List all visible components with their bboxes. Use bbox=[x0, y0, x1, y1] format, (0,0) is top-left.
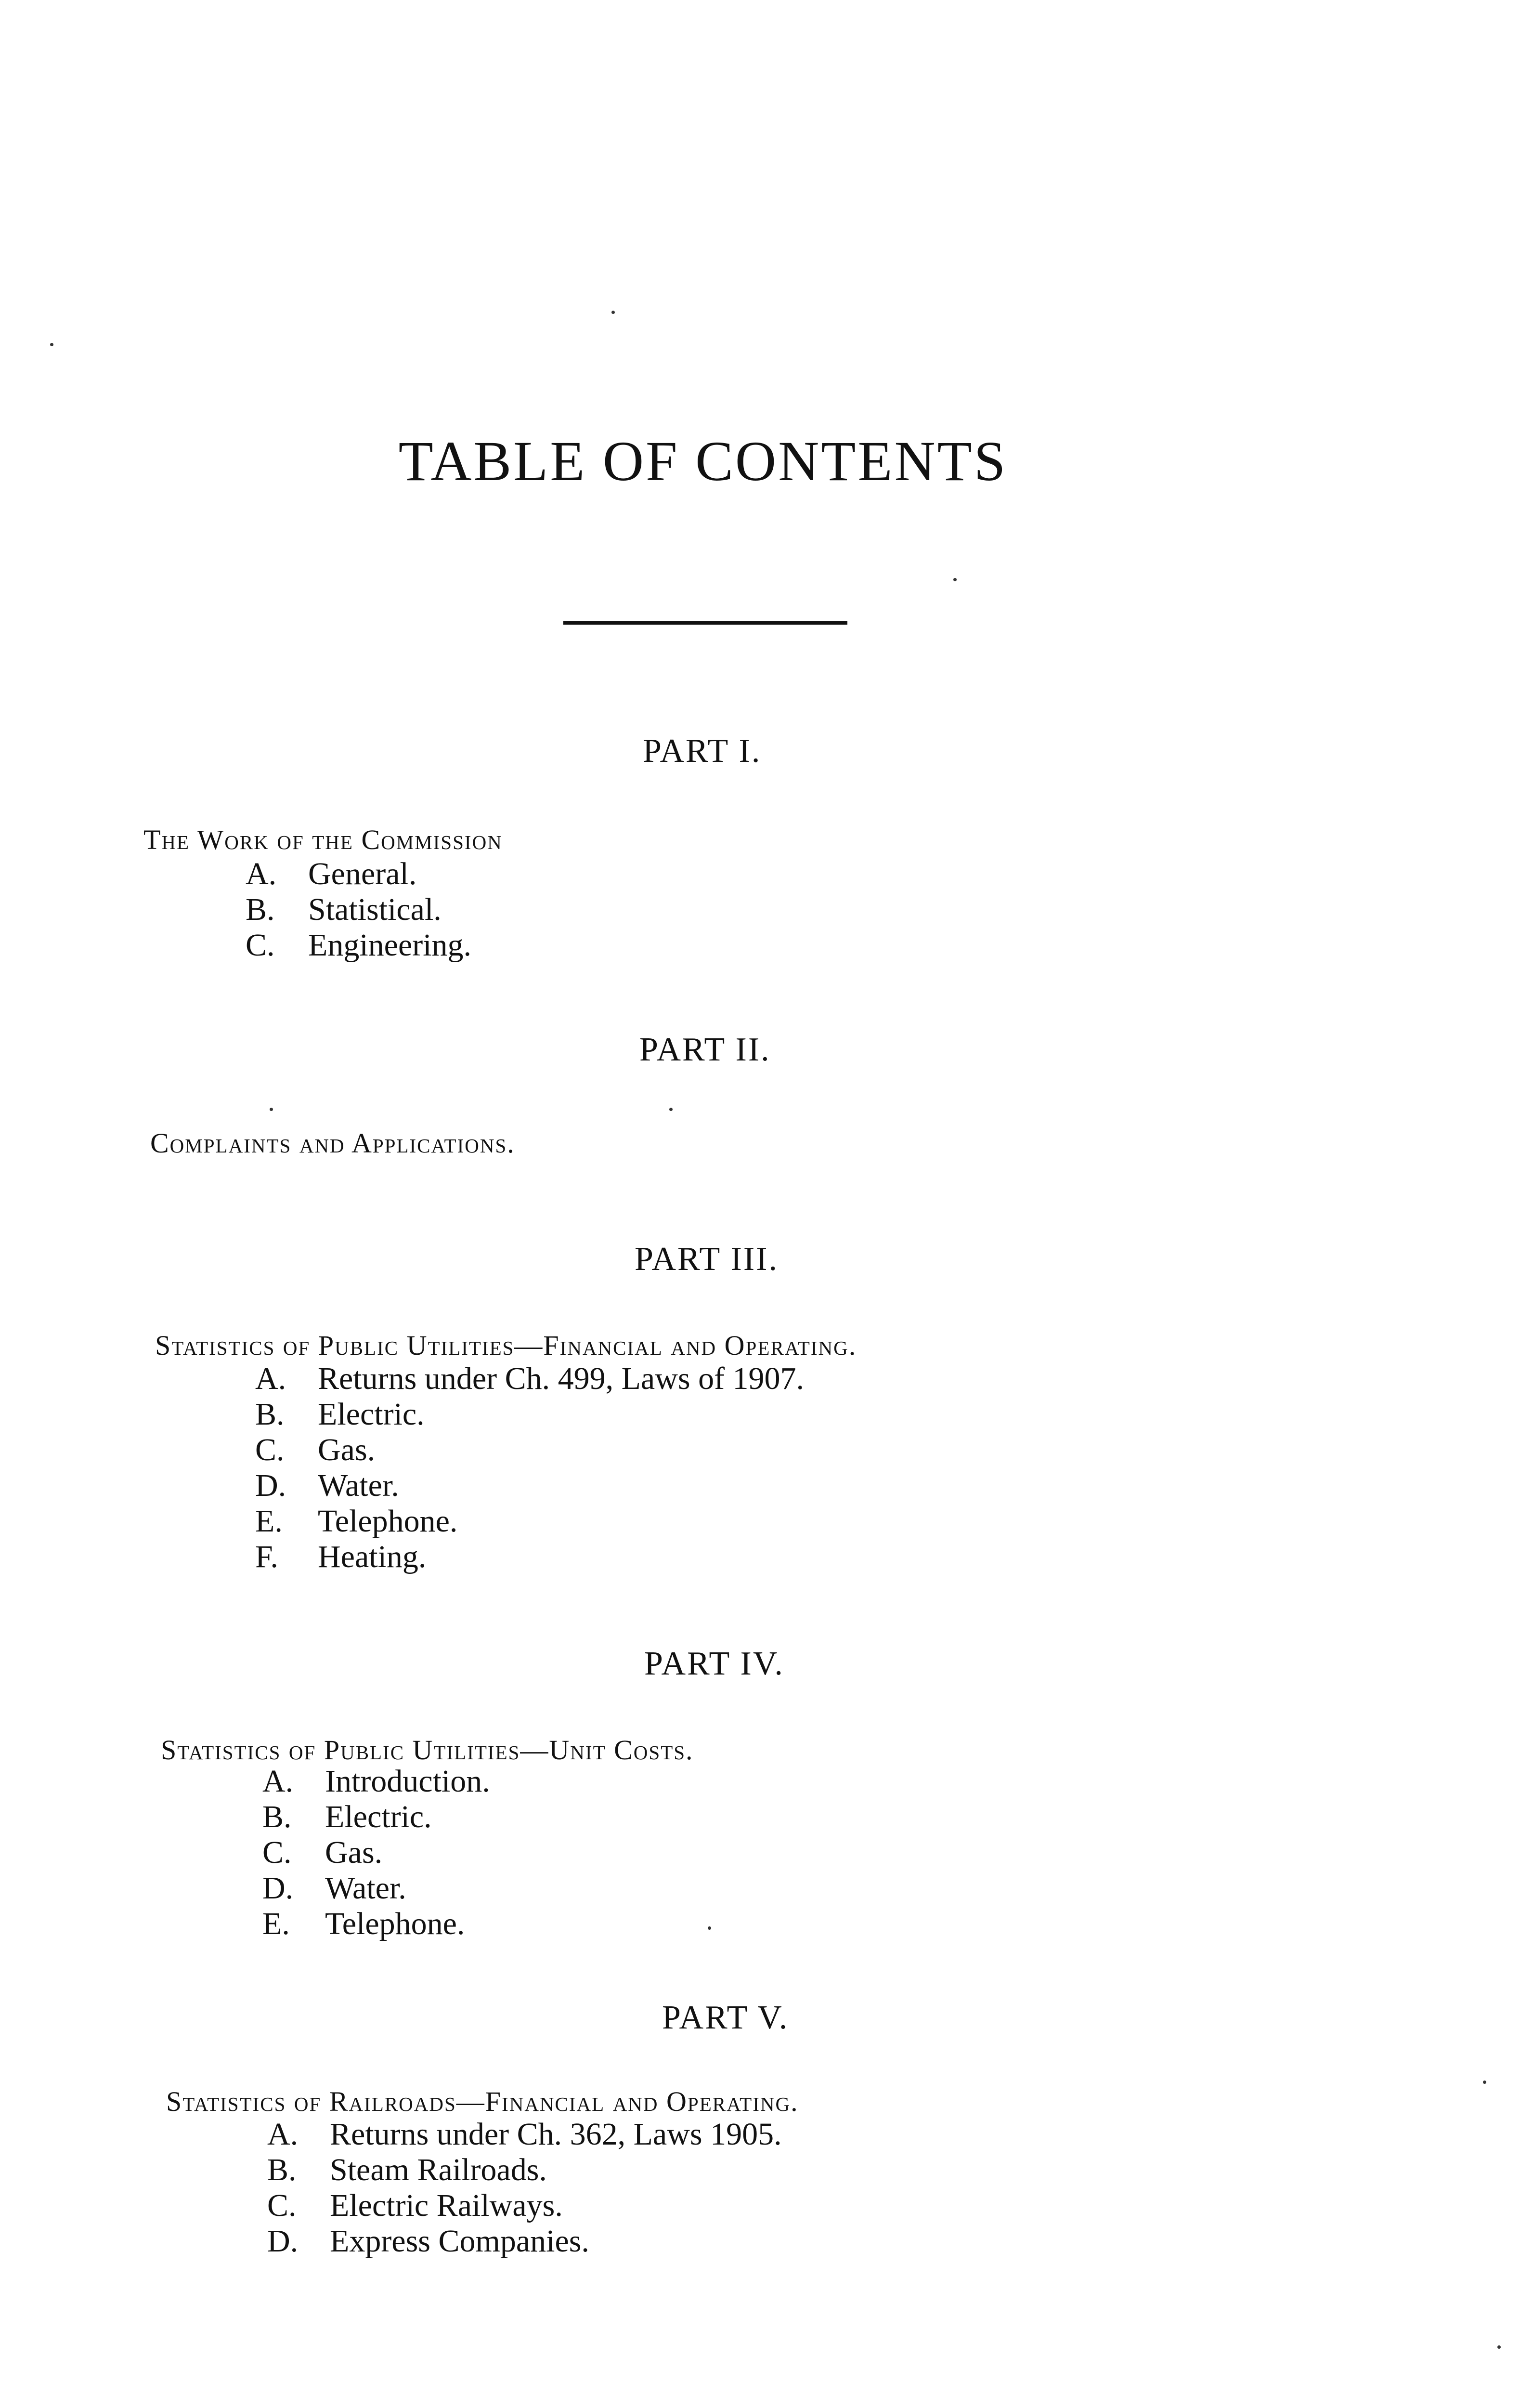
scan-speck bbox=[1497, 2345, 1501, 2349]
entry-text: Water. bbox=[318, 1468, 399, 1503]
entry-letter: A. bbox=[255, 1361, 286, 1396]
entry-letter: C. bbox=[262, 1835, 292, 1870]
entry-text: Returns under Ch. 499, Laws of 1907. bbox=[318, 1361, 805, 1396]
part-2-heading: PART II. bbox=[639, 1031, 771, 1068]
entry-letter: C. bbox=[267, 2188, 297, 2223]
toc-entry bbox=[255, 1539, 804, 1575]
toc-entry bbox=[262, 1871, 490, 1906]
entry-letter: B. bbox=[267, 2152, 297, 2187]
toc-entry bbox=[267, 2117, 782, 2152]
scan-speck bbox=[50, 343, 53, 346]
entry-letter: A. bbox=[246, 856, 277, 891]
entry-letter: D. bbox=[255, 1468, 286, 1503]
entry-text: Electric. bbox=[318, 1397, 425, 1432]
part-5-section-title: Statistics of Railroads—Financial and Operating. bbox=[166, 2086, 799, 2117]
part-4-section-title: Statistics of Public Utilities—Unit Costs. bbox=[161, 1734, 694, 1766]
entry-text: Introduction. bbox=[325, 1764, 490, 1799]
part-4-entries bbox=[262, 1764, 490, 1942]
entry-letter: F. bbox=[255, 1539, 278, 1574]
entry-letter: D. bbox=[262, 1871, 294, 1906]
entry-letter: D. bbox=[267, 2224, 299, 2259]
part-3-entries bbox=[255, 1361, 804, 1575]
entry-text: Gas. bbox=[318, 1432, 376, 1467]
toc-entry bbox=[246, 856, 471, 892]
title-rule bbox=[563, 621, 847, 625]
toc-entry bbox=[255, 1361, 804, 1397]
entry-letter: C. bbox=[246, 928, 275, 963]
toc-entry bbox=[267, 2224, 782, 2259]
part-4-heading: PART IV. bbox=[644, 1645, 784, 1682]
entry-text: Electric Railways. bbox=[330, 2188, 563, 2223]
entry-letter: A. bbox=[262, 1764, 294, 1799]
toc-entry bbox=[262, 1764, 490, 1799]
toc-entry bbox=[255, 1468, 804, 1504]
entry-text: General. bbox=[308, 856, 417, 891]
part-1-entries bbox=[246, 856, 471, 963]
entry-text: Gas. bbox=[325, 1835, 383, 1870]
entry-letter: B. bbox=[246, 892, 275, 927]
entry-letter: E. bbox=[255, 1504, 283, 1539]
entry-letter: E. bbox=[262, 1906, 290, 1941]
toc-entry bbox=[262, 1835, 490, 1871]
part-3-heading: PART III. bbox=[635, 1241, 779, 1278]
entry-text: Statistical. bbox=[308, 892, 442, 927]
toc-entry bbox=[255, 1504, 804, 1539]
scan-speck bbox=[708, 1926, 711, 1930]
entry-letter: B. bbox=[255, 1397, 285, 1432]
entry-text: Telephone. bbox=[325, 1906, 465, 1941]
entry-letter: B. bbox=[262, 1799, 292, 1834]
toc-entry bbox=[246, 892, 471, 928]
toc-entry bbox=[246, 928, 471, 963]
scan-speck bbox=[611, 311, 615, 314]
entry-text: Steam Railroads. bbox=[330, 2152, 547, 2187]
page-title: TABLE OF CONTENTS bbox=[398, 430, 1008, 493]
toc-entry bbox=[262, 1799, 490, 1835]
entry-text: Returns under Ch. 362, Laws 1905. bbox=[330, 2117, 782, 2152]
toc-entry bbox=[255, 1397, 804, 1432]
entry-letter: A. bbox=[267, 2117, 299, 2152]
entry-text: Heating. bbox=[318, 1539, 427, 1574]
toc-entry bbox=[267, 2188, 782, 2224]
toc-entry bbox=[262, 1906, 490, 1942]
entry-text: Express Companies. bbox=[330, 2224, 589, 2259]
scan-speck bbox=[270, 1108, 273, 1111]
entry-text: Electric. bbox=[325, 1799, 432, 1834]
entry-text: Telephone. bbox=[318, 1504, 458, 1539]
scan-speck bbox=[1483, 2081, 1486, 2084]
scan-speck bbox=[669, 1108, 673, 1111]
part-3-section-title: Statistics of Public Utilities—Financial and Operating. bbox=[155, 1330, 857, 1361]
entry-text: Engineering. bbox=[308, 928, 472, 963]
toc-entry bbox=[267, 2152, 782, 2188]
part-5-entries bbox=[267, 2117, 782, 2259]
entry-text: Water. bbox=[325, 1871, 406, 1906]
entry-letter: C. bbox=[255, 1432, 285, 1467]
part-1-heading: PART I. bbox=[643, 733, 762, 770]
toc-entry bbox=[255, 1432, 804, 1468]
part-1-section-title: The Work of the Commission bbox=[143, 824, 503, 855]
scan-speck bbox=[953, 578, 957, 581]
part-5-heading: PART V. bbox=[662, 1999, 789, 2036]
part-2-section-title: Complaints and Applications. bbox=[150, 1127, 515, 1159]
